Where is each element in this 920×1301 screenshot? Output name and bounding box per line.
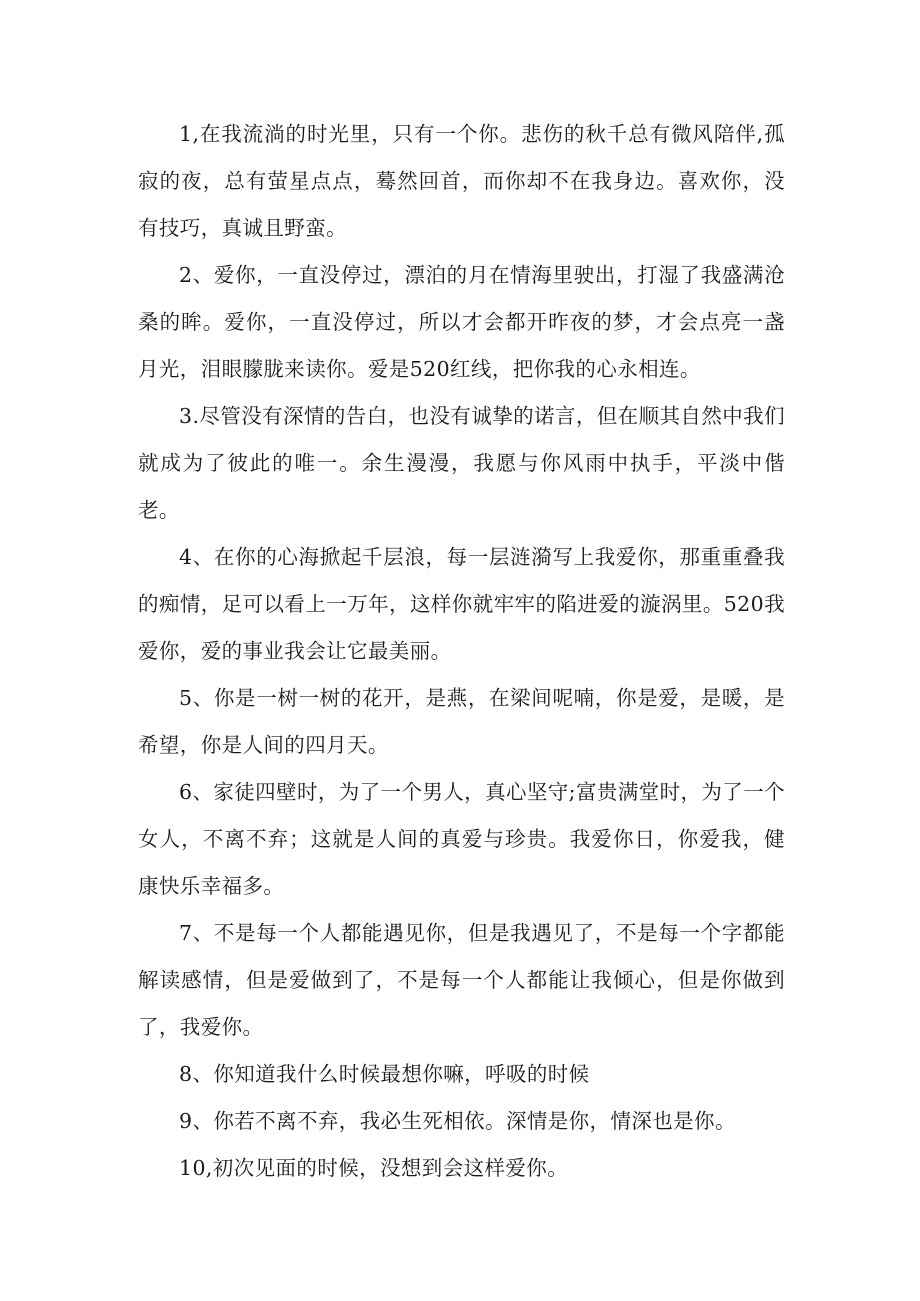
document-body [138, 111, 785, 1192]
paragraph-5: 5、你是一树一树的花开，是燕，在梁间呢喃，你是爱，是暖，是希望，你是人间的四月天。 [138, 686, 785, 757]
paragraph-8: 8、你知道我什么时候最想你嘛，呼吸的时候 [179, 1062, 590, 1086]
paragraph-7: 7、不是每一个人都能遇见你，但是我遇见了，不是每一个字都能解读感情，但是爱做到了，不是每一个人都能让我倾心，但是你做到了，我爱你。 [138, 921, 785, 1039]
paragraph-6: 6、家徒四壁时，为了一个男人，真心坚守;富贵满堂时，为了一个女人，不离不弃；这就是人间的真爱与珍贵。我爱你日，你爱我，健康快乐幸福多。 [138, 780, 785, 898]
paragraph-3: 3.尽管没有深情的告白，也没有诚挚的诺言，但在顺其自然中我们就成为了彼此的唯一。余生漫漫，我愿与你风雨中执手，平淡中偕老。 [138, 404, 785, 522]
paragraph-2: 2、爱你，一直没停过，漂泊的月在情海里驶出，打湿了我盛满沧桑的眸。爱你，一直没停过，所以才会都开昨夜的梦，才会点亮一盏月光，泪眼朦胧来读你。爱是520红线，把你我的心永相连。 [138, 263, 785, 381]
paragraph-9: 9、你若不离不弃，我必生死相依。深情是你，情深也是你。 [179, 1109, 736, 1133]
paragraph-4: 4、在你的心海掀起千层浪，每一层涟漪写上我爱你，那重重叠我的痴情，足可以看上一万年，这样你就牢牢的陷进爱的漩涡里。520我爱你，爱的事业我会让它最美丽。 [138, 545, 785, 663]
paragraph-10: 10,初次见面的时候，没想到会这样爱你。 [179, 1156, 569, 1180]
paragraph-1: 1,在我流淌的时光里，只有一个你。悲伤的秋千总有微风陪伴,孤寂的夜，总有萤星点点，蓦然回首，而你却不在我身边。喜欢你，没有技巧，真诚且野蛮。 [138, 122, 785, 240]
